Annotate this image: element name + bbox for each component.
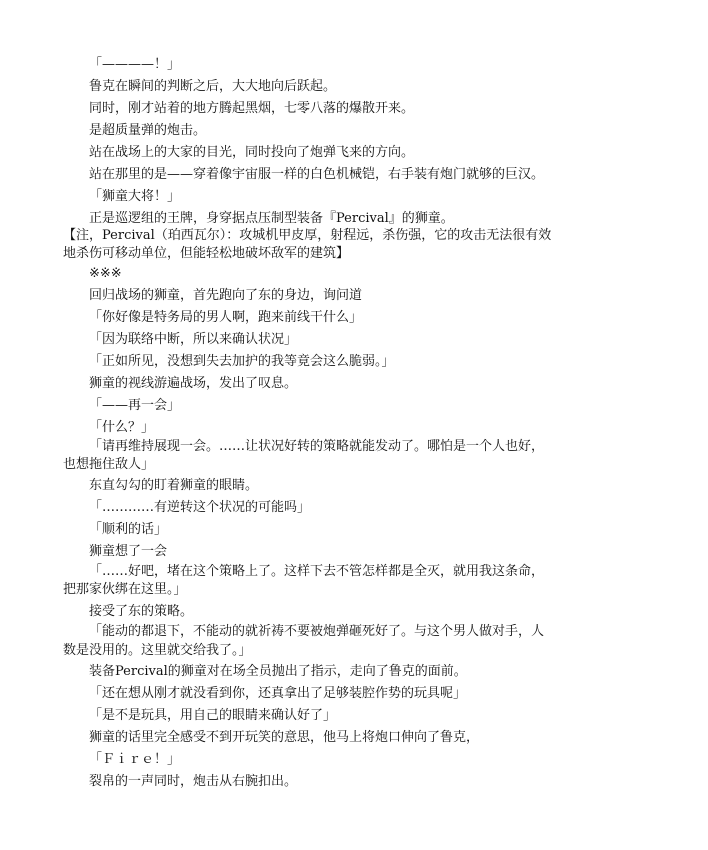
paragraph-line: 站在战场上的大家的目光，同时投向了炮弹飞来的方向。 — [89, 145, 415, 160]
dialogue-line: 「——再一会」 — [89, 398, 181, 413]
translator-note-line: 地杀伤可移动单位，但能轻松地破坏敌军的建筑】 — [63, 246, 350, 261]
dialogue-line: 「正如所见，没想到失去加护的我等竟会这么脆弱。」 — [89, 354, 395, 369]
dialogue-line: 「请再维持展现一会。……让状况好转的策略就能发动了。哪怕是一个人也好， — [89, 439, 545, 454]
dialogue-line: 也想拖住敌人」 — [63, 457, 155, 472]
dialogue-line: 「是不是玩具，用自己的眼睛来确认好了」 — [89, 708, 337, 723]
paragraph-line: 鲁克在瞬间的判断之后，大大地向后跃起。 — [89, 79, 337, 94]
dialogue-line: 「还在想从刚才就没看到你，还真拿出了足够装腔作势的玩具呢」 — [89, 686, 467, 701]
paragraph-line: 同时，刚才站着的地方腾起黑烟，七零八落的爆散开来。 — [89, 101, 415, 116]
paragraph-line: 狮童想了一会 — [89, 544, 168, 559]
paragraph-line: 狮童的话里完全感受不到开玩笑的意思，他马上将炮口伸向了鲁克， — [89, 730, 480, 745]
dialogue-line: 「————！」 — [89, 57, 181, 72]
paragraph-line: 接受了东的策略。 — [89, 604, 194, 619]
paragraph-line: 站在那里的是——穿着像宇宙服一样的白色机械铠，右手装有炮门就够的巨汉。 — [89, 167, 545, 182]
translator-note-line: 【注，Percival（珀西瓦尔）：攻城机甲皮厚，射程远，杀伤强，它的攻击无法很有效 — [63, 228, 552, 243]
dialogue-line: 「…………有逆转这个状况的可能吗」 — [89, 500, 311, 515]
paragraph-line: 正是巡逻组的王牌，身穿据点压制型装备『Percival』的狮童。 — [89, 211, 454, 226]
dialogue-line: 「什么？」 — [89, 420, 155, 435]
paragraph-line: 回归战场的狮童，首先跑向了东的身边，询问道 — [89, 288, 363, 303]
paragraph-line: 裂帛的一声同时，炮击从右腕扣出。 — [89, 774, 298, 789]
dialogue-line: 数是没用的。这里就交给我了。」 — [63, 643, 252, 658]
paragraph-line: 装备Percival的狮童对在场全员抛出了指示，走向了鲁克的面前。 — [89, 664, 467, 679]
dialogue-line: 「狮童大将！」 — [89, 189, 181, 204]
dialogue-line: 「顺利的话」 — [89, 522, 168, 537]
paragraph-line: 狮童的视线游遍战场，发出了叹息。 — [89, 376, 298, 391]
scene-break: ※※※ — [89, 266, 122, 281]
dialogue-line: 「……好吧，堵在这个策略上了。这样下去不管怎样都是全灭，就用我这条命， — [89, 564, 545, 579]
paragraph-line: 东直勾勾的盯着狮童的眼睛。 — [89, 478, 259, 493]
dialogue-line: 「因为联络中断，所以来确认状况」 — [89, 332, 298, 347]
dialogue-line: 「Ｆｉｒｅ！」 — [89, 752, 181, 767]
paragraph-line: 是超质量弹的炮击。 — [89, 123, 207, 138]
dialogue-line: 「能动的都退下，不能动的就祈祷不要被炮弹砸死好了。与这个男人做对手，人 — [89, 624, 545, 639]
dialogue-line: 「你好像是特务局的男人啊，跑来前线干什么」 — [89, 310, 363, 325]
dialogue-line: 把那家伙绑在这里。」 — [63, 582, 187, 597]
